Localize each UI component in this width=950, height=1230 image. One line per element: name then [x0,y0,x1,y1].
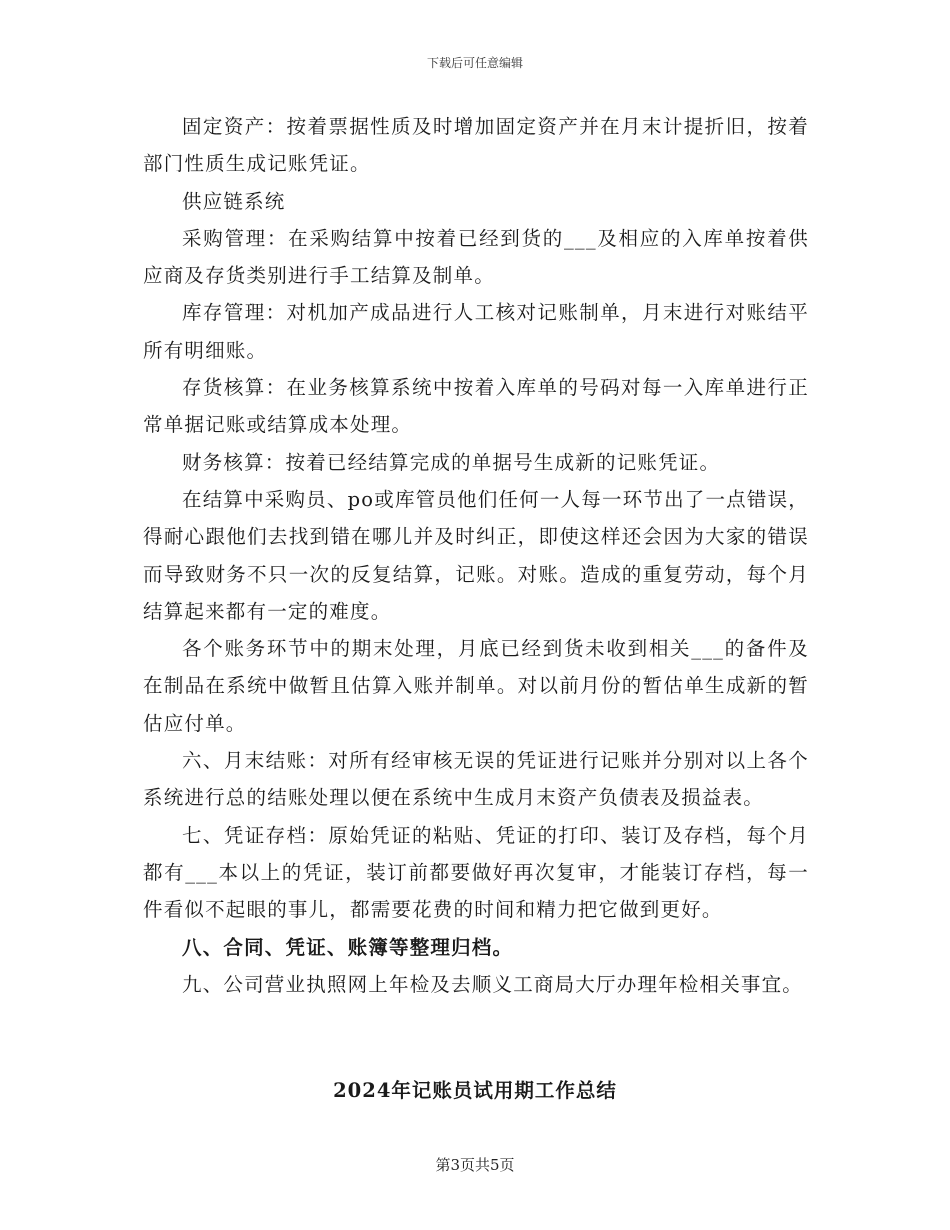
paragraph-period-end-processing: 各个账务环节中的期末处理，月底已经到货未收到相关___的备件及在制品在系统中做暂且估算入账并制单。对以前月份的暂估单生成新的暂估应付单。 [143,637,809,735]
paragraph-month-end-closing: 六、月末结账：对所有经审核无误的凭证进行记账并分别对以上各个系统进行总的结账处理以便在系统中生成月末资产负债表及损益表。 [143,749,809,810]
paragraph-purchase-management: 采购管理：在采购结算中按着已经到货的___及相应的入库单按着供应商及存货类别进行手工结算及制单。 [143,226,809,288]
paragraph-annual-inspection: 九、公司营业执照网上年检及去顺义工商局大厅办理年检相关事宜。 [182,972,804,996]
paragraph-financial-accounting: 财务核算：按着已经结算完成的单据号生成新的记账凭证。 [182,450,721,474]
paragraph-stock-accounting: 存货核算：在业务核算系统中按着入库单的号码对每一入库单进行正常单据记账或结算成本处理。 [143,376,809,437]
header-note: 下载后可任意编辑 [426,56,523,70]
section-title: 2024年记账员试用期工作总结 [333,1079,617,1102]
paragraph-contract-filing: 八、合同、凭证、账簿等整理归档。 [182,935,514,959]
paragraph-fixed-assets: 固定资产：按着票据性质及时增加固定资产并在月末计提折旧，按着部门性质生成记账凭证。 [143,115,809,176]
document-body [143,108,809,1003]
paragraph-settlement-errors: 在结算中采购员、po或库管员他们任何一人每一环节出了一点错误，得耐心跟他们去找到错在哪儿并及时纠正，即使这样还会因为大家的错误而导致财务不只一次的反复结算，记账。对账。造成的重复劳动，每个月结算起来都有一定的难度。 [143,487,809,623]
page-footer: 第3页共5页 [435,1156,515,1174]
paragraph-voucher-archiving: 七、凭证存档：原始凭证的粘贴、凭证的打印、装订及存档，每个月都有___本以上的凭证，装订前都要做好再次复审，才能装订存档，每一件看似不起眼的事儿，都需要花费的时间和精力把它做到更好。 [143,823,809,922]
paragraph-supply-chain-heading: 供应链系统 [182,189,286,213]
paragraph-inventory-management: 库存管理：对机加产成品进行人工核对记账制单，月末进行对账结平所有明细账。 [143,301,809,362]
